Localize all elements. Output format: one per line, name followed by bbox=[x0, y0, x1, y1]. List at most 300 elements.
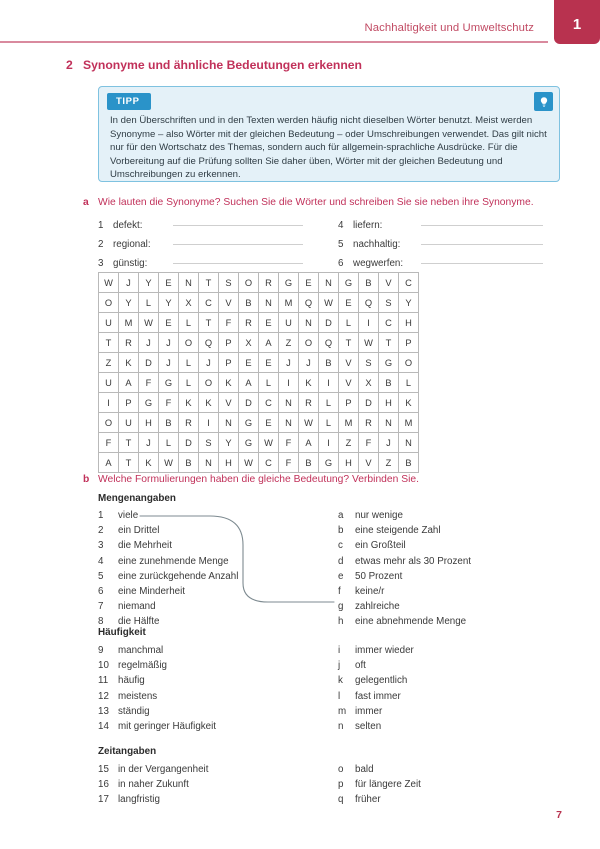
word-grid-cell[interactable]: M bbox=[279, 293, 299, 313]
item-key: 5 bbox=[98, 570, 104, 582]
word-grid-cell[interactable]: K bbox=[219, 373, 239, 393]
word-grid-cell[interactable]: W bbox=[159, 453, 179, 473]
task-heading bbox=[66, 58, 362, 72]
item-key: d bbox=[338, 555, 344, 567]
word-grid-cell[interactable]: I bbox=[279, 373, 299, 393]
word-grid-cell[interactable]: R bbox=[259, 273, 279, 293]
list-item[interactable] bbox=[338, 616, 471, 631]
word-grid-cell[interactable]: A bbox=[99, 453, 119, 473]
word-grid-cell[interactable]: T bbox=[199, 313, 219, 333]
word-grid-row bbox=[99, 413, 419, 433]
word-grid-cell[interactable]: X bbox=[359, 373, 379, 393]
word-grid-cell[interactable]: F bbox=[279, 453, 299, 473]
item-text: niemand bbox=[118, 601, 156, 613]
item-text: viele bbox=[118, 510, 139, 521]
list-item[interactable] bbox=[98, 721, 216, 736]
word-grid-cell[interactable]: N bbox=[199, 453, 219, 473]
word-grid-cell[interactable]: C bbox=[259, 393, 279, 413]
word-grid-cell[interactable]: L bbox=[139, 293, 159, 313]
word-grid-cell[interactable]: Z bbox=[99, 353, 119, 373]
word-grid-cell[interactable]: M bbox=[399, 413, 419, 433]
item-text: ständig bbox=[118, 705, 150, 717]
word-grid-cell[interactable]: X bbox=[179, 293, 199, 313]
word-grid-cell[interactable]: H bbox=[339, 453, 359, 473]
item-key: e bbox=[338, 570, 344, 582]
word-grid-cell[interactable]: N bbox=[179, 273, 199, 293]
word-grid-cell[interactable]: V bbox=[219, 293, 239, 313]
word-grid-cell[interactable]: Y bbox=[119, 293, 139, 313]
word-grid-cell[interactable]: B bbox=[159, 413, 179, 433]
list-item[interactable] bbox=[338, 660, 414, 675]
item-text: meistens bbox=[118, 690, 158, 702]
item-key: k bbox=[338, 675, 343, 687]
word-grid-cell[interactable]: U bbox=[119, 413, 139, 433]
word-grid-cell[interactable]: Y bbox=[139, 273, 159, 293]
item-word: regional: bbox=[113, 239, 151, 250]
word-grid-cell[interactable]: G bbox=[159, 373, 179, 393]
word-grid-cell[interactable]: S bbox=[219, 273, 239, 293]
word-grid-cell[interactable]: L bbox=[319, 413, 339, 433]
word-grid-cell[interactable]: K bbox=[179, 393, 199, 413]
word-grid-cell[interactable]: J bbox=[139, 433, 159, 453]
group-title-zeitangaben: Zeitangaben bbox=[98, 746, 157, 757]
word-grid-cell[interactable]: R bbox=[179, 413, 199, 433]
word-grid-cell[interactable]: M bbox=[339, 413, 359, 433]
word-grid-cell[interactable]: U bbox=[99, 313, 119, 333]
item-key: 1 bbox=[98, 510, 104, 521]
group-1-right-items bbox=[338, 510, 471, 632]
word-grid-cell[interactable]: R bbox=[359, 413, 379, 433]
word-grid-cell[interactable]: H bbox=[379, 393, 399, 413]
answer-blank[interactable] bbox=[173, 215, 303, 226]
list-item[interactable] bbox=[338, 525, 471, 540]
item-text: bald bbox=[355, 764, 374, 775]
word-grid-cell[interactable]: V bbox=[359, 453, 379, 473]
word-grid-cell[interactable]: F bbox=[219, 313, 239, 333]
word-grid-cell[interactable]: B bbox=[319, 353, 339, 373]
word-grid-cell[interactable]: T bbox=[339, 333, 359, 353]
word-grid-cell[interactable]: G bbox=[319, 453, 339, 473]
item-key: q bbox=[338, 794, 344, 806]
word-grid-cell[interactable]: N bbox=[279, 413, 299, 433]
item-number: 5 bbox=[338, 239, 344, 250]
word-grid-row bbox=[99, 293, 419, 313]
item-key: 16 bbox=[98, 779, 109, 791]
list-item[interactable] bbox=[338, 675, 414, 690]
word-grid-cell[interactable]: W bbox=[359, 333, 379, 353]
list-item[interactable] bbox=[98, 525, 238, 540]
item-key: 9 bbox=[98, 645, 104, 656]
word-grid-cell[interactable]: W bbox=[319, 293, 339, 313]
word-grid-cell[interactable]: Q bbox=[359, 293, 379, 313]
answer-blank[interactable] bbox=[173, 253, 303, 264]
item-text: eine zunehmende Menge bbox=[118, 555, 229, 567]
word-grid-cell[interactable]: A bbox=[259, 333, 279, 353]
answer-blank[interactable] bbox=[421, 215, 543, 226]
word-grid-cell[interactable]: R bbox=[239, 313, 259, 333]
word-grid-cell[interactable]: A bbox=[239, 373, 259, 393]
word-grid-cell[interactable]: O bbox=[199, 373, 219, 393]
word-grid-cell[interactable]: E bbox=[259, 413, 279, 433]
word-grid-cell[interactable]: U bbox=[279, 313, 299, 333]
word-grid-cell[interactable]: G bbox=[379, 353, 399, 373]
item-text: die Mehrheit bbox=[118, 540, 172, 552]
word-grid-cell[interactable]: E bbox=[339, 293, 359, 313]
word-grid-cell[interactable]: J bbox=[199, 353, 219, 373]
item-word: günstig: bbox=[113, 258, 148, 269]
word-grid-row bbox=[99, 373, 419, 393]
word-grid-cell[interactable]: Z bbox=[279, 333, 299, 353]
list-item[interactable] bbox=[338, 601, 471, 616]
word-grid-cell[interactable]: O bbox=[399, 353, 419, 373]
word-grid-cell[interactable]: L bbox=[339, 313, 359, 333]
word-grid-cell[interactable]: B bbox=[399, 453, 419, 473]
word-grid-cell[interactable]: S bbox=[199, 433, 219, 453]
item-key: 17 bbox=[98, 794, 109, 806]
word-grid-cell[interactable]: W bbox=[259, 433, 279, 453]
word-grid-cell[interactable]: I bbox=[199, 413, 219, 433]
word-grid-cell[interactable]: J bbox=[279, 353, 299, 373]
word-grid-cell[interactable]: P bbox=[119, 393, 139, 413]
word-grid-cell[interactable]: J bbox=[299, 353, 319, 373]
item-key: m bbox=[338, 705, 347, 717]
word-grid-cell[interactable]: N bbox=[299, 313, 319, 333]
item-number: 3 bbox=[98, 258, 104, 269]
group-2-right-items bbox=[338, 645, 414, 736]
word-grid-cell[interactable]: R bbox=[299, 393, 319, 413]
chapter-number: 1 bbox=[572, 16, 582, 33]
item-key: j bbox=[338, 660, 341, 672]
item-number: 1 bbox=[98, 220, 104, 231]
word-grid-cell[interactable]: Q bbox=[319, 333, 339, 353]
word-grid-cell[interactable]: K bbox=[299, 373, 319, 393]
word-grid-cell[interactable]: V bbox=[339, 353, 359, 373]
word-grid-cell[interactable]: D bbox=[359, 393, 379, 413]
word-grid-row bbox=[99, 433, 419, 453]
word-grid-cell[interactable]: X bbox=[239, 333, 259, 353]
exercise-a-prompt: Wie lauten die Synonyme? Suchen Sie die Wörter und schreiben Sie sie neben ihre Synonyme. bbox=[98, 197, 534, 208]
list-item[interactable] bbox=[98, 660, 216, 675]
word-grid-cell[interactable]: P bbox=[219, 353, 239, 373]
item-text: keine/r bbox=[355, 585, 385, 597]
synonym-list-right bbox=[338, 217, 543, 274]
word-grid-cell[interactable]: F bbox=[99, 433, 119, 453]
item-text: für längere Zeit bbox=[355, 779, 421, 791]
item-key: 13 bbox=[98, 705, 109, 717]
word-grid-cell[interactable]: H bbox=[219, 453, 239, 473]
item-text: in naher Zukunft bbox=[118, 779, 189, 791]
list-item[interactable] bbox=[98, 691, 216, 706]
word-grid-cell[interactable]: J bbox=[159, 353, 179, 373]
word-search-grid bbox=[98, 272, 419, 473]
word-grid-cell[interactable]: N bbox=[279, 393, 299, 413]
word-grid-cell[interactable]: C bbox=[199, 293, 219, 313]
item-key: 8 bbox=[98, 616, 104, 628]
word-grid-cell[interactable]: W bbox=[139, 313, 159, 333]
task-title: Synonyme und ähnliche Bedeutungen erkennen bbox=[83, 58, 363, 72]
word-grid-cell[interactable]: Q bbox=[299, 293, 319, 313]
word-grid-cell[interactable]: Y bbox=[159, 293, 179, 313]
list-item[interactable] bbox=[338, 779, 421, 794]
item-text: häufig bbox=[118, 675, 145, 687]
list-item[interactable] bbox=[338, 571, 471, 586]
item-text: eine abnehmende Menge bbox=[355, 616, 467, 628]
word-grid-cell[interactable]: E bbox=[299, 273, 319, 293]
item-key: 7 bbox=[98, 601, 104, 613]
word-grid-cell[interactable]: Q bbox=[199, 333, 219, 353]
word-grid-cell[interactable]: N bbox=[399, 433, 419, 453]
lightbulb-icon bbox=[534, 92, 553, 111]
list-item[interactable] bbox=[338, 794, 421, 809]
word-grid-cell[interactable]: G bbox=[239, 413, 259, 433]
list-item[interactable] bbox=[98, 794, 208, 809]
group-2-left-items bbox=[98, 645, 216, 736]
word-grid-cell[interactable]: I bbox=[359, 313, 379, 333]
word-grid-cell[interactable]: T bbox=[119, 433, 139, 453]
item-text: manchmal bbox=[118, 645, 164, 656]
list-item[interactable] bbox=[338, 645, 414, 660]
exercise-a-label: a bbox=[83, 197, 89, 208]
group-3-right-items bbox=[338, 764, 421, 810]
list-item[interactable] bbox=[338, 721, 414, 736]
item-key: p bbox=[338, 779, 344, 791]
item-number: 4 bbox=[338, 220, 344, 231]
word-grid-cell[interactable]: R bbox=[119, 333, 139, 353]
item-text: 50 Prozent bbox=[355, 570, 403, 582]
item-key: 6 bbox=[98, 585, 104, 597]
list-item[interactable] bbox=[98, 510, 238, 525]
item-text: mit geringer Häufigkeit bbox=[118, 720, 217, 732]
word-grid-cell[interactable]: Z bbox=[339, 433, 359, 453]
list-item[interactable] bbox=[98, 586, 238, 601]
word-grid-cell[interactable]: H bbox=[399, 313, 419, 333]
item-key: 14 bbox=[98, 720, 109, 732]
item-text: oft bbox=[355, 660, 366, 672]
word-grid-cell[interactable]: P bbox=[219, 333, 239, 353]
item-text: nur wenige bbox=[355, 510, 403, 521]
answer-blank[interactable] bbox=[421, 253, 543, 264]
item-text: ein Drittel bbox=[118, 525, 160, 537]
list-item[interactable] bbox=[338, 691, 414, 706]
item-text: eine steigende Zahl bbox=[355, 525, 441, 537]
group-1-left-items bbox=[98, 510, 238, 632]
tipp-box bbox=[98, 86, 560, 182]
word-grid-cell[interactable]: J bbox=[139, 333, 159, 353]
item-text: früher bbox=[355, 794, 381, 806]
word-grid-cell[interactable]: E bbox=[259, 313, 279, 333]
list-item[interactable] bbox=[338, 586, 471, 601]
word-grid-cell[interactable]: C bbox=[399, 273, 419, 293]
word-grid-cell[interactable]: I bbox=[99, 393, 119, 413]
list-item[interactable] bbox=[98, 645, 216, 660]
word-grid-cell[interactable]: T bbox=[379, 333, 399, 353]
item-text: selten bbox=[355, 720, 382, 732]
word-grid-cell[interactable]: O bbox=[239, 273, 259, 293]
item-key: h bbox=[338, 616, 344, 628]
word-grid-cell[interactable]: V bbox=[339, 373, 359, 393]
item-text: in der Vergangenheit bbox=[118, 764, 209, 775]
word-grid-cell[interactable]: P bbox=[399, 333, 419, 353]
page-header bbox=[0, 0, 600, 46]
word-grid-cell[interactable]: T bbox=[99, 333, 119, 353]
word-grid-cell[interactable]: L bbox=[399, 373, 419, 393]
word-grid-cell[interactable]: I bbox=[319, 373, 339, 393]
word-grid-row bbox=[99, 453, 419, 473]
word-grid-cell[interactable]: F bbox=[359, 433, 379, 453]
item-text: langfristig bbox=[118, 794, 160, 806]
word-grid-cell[interactable]: L bbox=[159, 433, 179, 453]
word-grid-cell[interactable]: O bbox=[179, 333, 199, 353]
word-grid-cell[interactable]: W bbox=[99, 273, 119, 293]
word-grid-cell[interactable]: J bbox=[119, 273, 139, 293]
word-grid-cell[interactable]: G bbox=[239, 433, 259, 453]
task-number: 2 bbox=[66, 58, 73, 72]
word-grid-cell[interactable]: L bbox=[179, 353, 199, 373]
word-grid-cell[interactable]: W bbox=[239, 453, 259, 473]
list-item[interactable] bbox=[98, 779, 208, 794]
word-grid-cell[interactable]: J bbox=[379, 433, 399, 453]
word-grid-cell[interactable]: C bbox=[379, 313, 399, 333]
word-grid-cell[interactable]: N bbox=[259, 293, 279, 313]
item-key: b bbox=[338, 525, 344, 537]
word-grid-cell[interactable]: K bbox=[199, 393, 219, 413]
list-item[interactable] bbox=[98, 706, 216, 721]
word-grid-cell[interactable]: A bbox=[299, 433, 319, 453]
item-number: 6 bbox=[338, 258, 344, 269]
exercise-b-label: b bbox=[83, 474, 90, 485]
word-grid-cell[interactable]: W bbox=[299, 413, 319, 433]
item-text: regelmäßig bbox=[118, 660, 168, 672]
word-grid-cell[interactable]: P bbox=[339, 393, 359, 413]
word-grid-cell[interactable]: E bbox=[239, 353, 259, 373]
word-grid-cell[interactable]: O bbox=[299, 333, 319, 353]
word-grid-cell[interactable]: K bbox=[119, 353, 139, 373]
item-text: etwas mehr als 30 Prozent bbox=[355, 555, 471, 567]
word-grid-cell[interactable]: B bbox=[179, 453, 199, 473]
word-grid-cell[interactable]: M bbox=[119, 313, 139, 333]
item-word: defekt: bbox=[113, 220, 143, 231]
word-grid-cell[interactable]: K bbox=[399, 393, 419, 413]
item-key: 4 bbox=[98, 555, 104, 567]
list-item[interactable] bbox=[338, 540, 471, 555]
word-grid-row bbox=[99, 333, 419, 353]
word-grid-row bbox=[99, 393, 419, 413]
word-grid-cell[interactable]: N bbox=[319, 273, 339, 293]
word-grid-row bbox=[99, 353, 419, 373]
item-text: ein Großteil bbox=[355, 540, 406, 552]
item-key: o bbox=[338, 764, 344, 775]
word-grid-cell[interactable]: D bbox=[179, 433, 199, 453]
item-word: liefern: bbox=[353, 220, 383, 231]
word-grid-cell[interactable]: N bbox=[219, 413, 239, 433]
word-grid-cell[interactable]: S bbox=[379, 293, 399, 313]
word-grid-cell[interactable]: N bbox=[379, 413, 399, 433]
list-item[interactable] bbox=[338, 556, 471, 571]
list-item[interactable] bbox=[98, 540, 238, 555]
word-grid-cell[interactable]: G bbox=[339, 273, 359, 293]
chapter-tab bbox=[554, 0, 600, 44]
list-item[interactable] bbox=[98, 601, 238, 616]
word-grid-cell[interactable]: G bbox=[279, 273, 299, 293]
word-grid-cell[interactable]: D bbox=[139, 353, 159, 373]
page-title: Nachhaltigkeit und Umweltschutz bbox=[364, 22, 534, 34]
word-grid-cell[interactable]: L bbox=[259, 373, 279, 393]
word-grid-cell[interactable]: K bbox=[139, 453, 159, 473]
word-grid-cell[interactable]: D bbox=[239, 393, 259, 413]
item-key: n bbox=[338, 720, 344, 732]
word-grid-cell[interactable]: J bbox=[159, 333, 179, 353]
word-grid-cell[interactable]: H bbox=[139, 413, 159, 433]
list-item[interactable] bbox=[98, 571, 238, 586]
item-key: l bbox=[338, 690, 341, 702]
word-grid-cell[interactable]: U bbox=[99, 373, 119, 393]
word-grid-cell[interactable]: S bbox=[359, 353, 379, 373]
list-item[interactable] bbox=[338, 510, 471, 525]
tipp-badge: TIPP bbox=[107, 93, 151, 110]
list-item[interactable] bbox=[98, 556, 238, 571]
word-grid-cell[interactable]: E bbox=[159, 313, 179, 333]
item-key: f bbox=[338, 585, 341, 597]
word-grid-cell[interactable]: L bbox=[179, 373, 199, 393]
word-grid-cell[interactable]: B bbox=[359, 273, 379, 293]
list-item[interactable] bbox=[98, 764, 208, 779]
item-key: 3 bbox=[98, 540, 104, 552]
word-grid-cell[interactable]: E bbox=[259, 353, 279, 373]
word-grid-cell[interactable]: L bbox=[179, 313, 199, 333]
item-key: 12 bbox=[98, 690, 109, 702]
word-grid-cell[interactable]: E bbox=[159, 273, 179, 293]
word-grid-cell[interactable]: B bbox=[299, 453, 319, 473]
word-grid-cell[interactable]: A bbox=[119, 373, 139, 393]
word-grid-cell[interactable]: V bbox=[379, 273, 399, 293]
word-grid-cell[interactable]: G bbox=[139, 393, 159, 413]
word-grid-cell[interactable]: F bbox=[279, 433, 299, 453]
group-title-haeufigkeit: Häufigkeit bbox=[98, 627, 146, 638]
word-grid-cell[interactable]: F bbox=[159, 393, 179, 413]
word-grid-cell[interactable]: B bbox=[239, 293, 259, 313]
word-grid-row bbox=[99, 313, 419, 333]
list-item[interactable] bbox=[338, 764, 421, 779]
item-text: die Hälfte bbox=[118, 616, 160, 628]
word-grid-cell[interactable]: O bbox=[99, 413, 119, 433]
word-grid-cell[interactable]: O bbox=[99, 293, 119, 313]
list-item[interactable] bbox=[338, 706, 414, 721]
answer-blank[interactable] bbox=[173, 234, 303, 245]
list-item[interactable] bbox=[98, 675, 216, 690]
word-grid-cell[interactable]: T bbox=[199, 273, 219, 293]
word-grid-cell[interactable]: C bbox=[259, 453, 279, 473]
item-key: 15 bbox=[98, 764, 109, 775]
page-number: 7 bbox=[556, 809, 562, 821]
group-title-mengenangaben: Mengenangaben bbox=[98, 493, 176, 504]
word-grid-cell[interactable]: B bbox=[379, 373, 399, 393]
word-grid-cell[interactable]: F bbox=[139, 373, 159, 393]
item-text: gelegentlich bbox=[355, 675, 408, 687]
answer-blank[interactable] bbox=[421, 234, 543, 245]
word-grid-cell[interactable]: D bbox=[319, 313, 339, 333]
item-text: eine zurückgehende Anzahl bbox=[118, 570, 239, 582]
word-grid-cell[interactable]: T bbox=[119, 453, 139, 473]
word-grid-cell[interactable]: Z bbox=[379, 453, 399, 473]
item-key: g bbox=[338, 601, 344, 613]
word-grid-cell[interactable]: Y bbox=[219, 433, 239, 453]
word-grid-cell[interactable]: Y bbox=[399, 293, 419, 313]
word-grid-cell[interactable]: V bbox=[219, 393, 239, 413]
item-key: 10 bbox=[98, 660, 109, 672]
word-grid-cell[interactable]: I bbox=[319, 433, 339, 453]
item-key: c bbox=[338, 540, 343, 552]
word-grid-cell[interactable]: L bbox=[319, 393, 339, 413]
